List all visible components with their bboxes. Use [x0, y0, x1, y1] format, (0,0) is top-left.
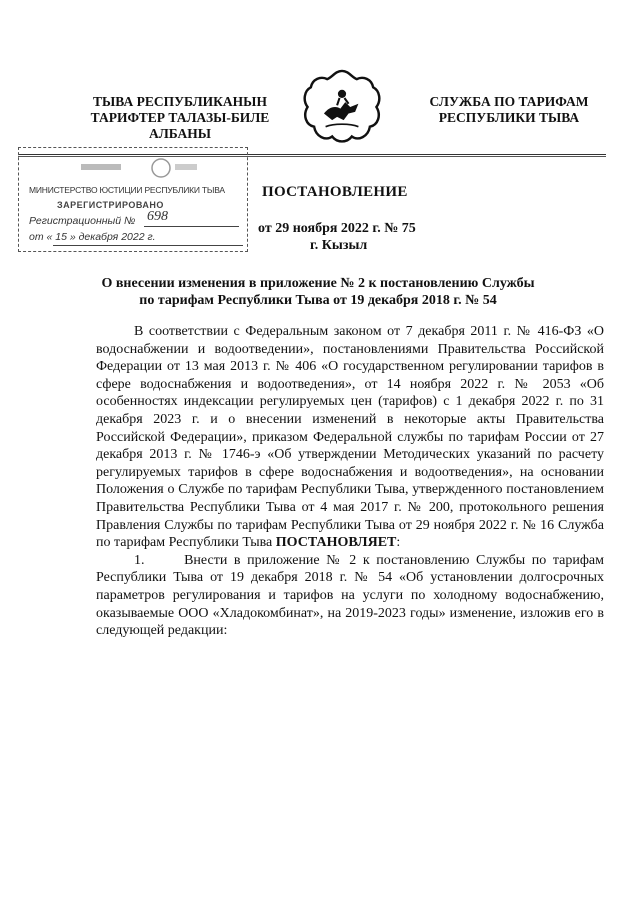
- document-type: ПОСТАНОВЛЕНИЕ: [262, 184, 408, 200]
- stamp-reg-label: Регистрационный №: [29, 215, 136, 227]
- decree-keyword: ПОСТАНОВЛЯЕТ: [275, 535, 397, 551]
- title-line-1: О внесении изменения в приложение № 2 к постановлению Службы: [101, 276, 535, 291]
- header-left-line-1: ТЫВА РЕСПУБЛИКАНЫН: [93, 94, 267, 109]
- stamp-seal-icon: [79, 156, 199, 180]
- preamble-colon: :: [396, 535, 401, 551]
- stamp-underline-1: [144, 226, 239, 227]
- header-left-line-2: ТАРИФТЕР ТАЛАЗЫ-БИЛЕ: [90, 110, 270, 125]
- item-1-number: 1.: [134, 552, 145, 568]
- item-1-paragraph: [96, 552, 604, 640]
- document-body: [96, 323, 604, 640]
- title-line-2: по тарифам Республики Тыва от 19 декабря 2018 г. № 54: [139, 293, 497, 308]
- header-left-tuvan: [70, 94, 290, 142]
- document-title: [60, 275, 576, 309]
- document-date-number: от 29 ноября 2022 г. № 75: [258, 221, 416, 236]
- header-right-line-1: СЛУЖБА ПО ТАРИФАМ: [429, 94, 589, 109]
- header-right-line-2: РЕСПУБЛИКИ ТЫВА: [438, 110, 580, 125]
- stamp-reg-number: 698: [147, 209, 168, 224]
- stamp-registered: ЗАРЕГИСТРИРОВАНО: [57, 200, 164, 210]
- document-city: г. Кызыл: [310, 238, 368, 253]
- stamp-underline-2: [53, 245, 243, 246]
- stamp-ministry: МИНИСТЕРСТВО ЮСТИЦИИ РЕСПУБЛИКИ ТЫВА: [29, 185, 225, 195]
- tuva-emblem-icon: [301, 66, 383, 148]
- preamble-text: В соответствии с Федеральным законом от 7 декабря 2011 г. № 416-ФЗ «О водоснабжении и водоотведении», постановлениями Правительства Российской Федерации от 13 мая 2013 г. № 406 «О государственном регулировании тарифов в сфере водоснабжения и водоотведения», от 14 ноября 2022 г. № 2053 «Об особенностях индексации регулируемых цен (тарифов) с 1 декабря 2022 г. по 31 декабря 2023 г. и о внесении изменений в некоторые акты Правительства Российской Федерации», приказом Федеральной службы по тарифам России от 27 декабря 2013 г. № 1746-э «Об утверждении Методических указаний по расчету регулируемых тарифов в сфере водоснабжения и водоотведения», на основании Положения о Службе по тарифам Республики Тыва, утвержденного постановлением Правительства Республики Тыва от 4 мая 2017 г. № 200, протокольного решения Правления Службы по тарифам Республики Тыва от 29 ноября 2022 г. № 16 Служба по тарифам Республики Тыва: [96, 324, 604, 551]
- registration-stamp: [18, 147, 248, 252]
- header-right-russian: [414, 94, 604, 126]
- header-left-line-3: АЛБАНЫ: [148, 126, 212, 141]
- stamp-date: от « 15 » декабря 2022 г.: [29, 231, 156, 243]
- preamble-paragraph: [96, 323, 604, 552]
- item-1-text: Внести в приложение № 2 к постановлению Службы по тарифам Республики Тыва от 19 декабря 2018 г. № 54 «Об установлении долгосрочных параметров регулирования и тарифов на услуги по холодному водоснабжению, оказываемые ООО «Хладокомбинат», на 2019-2023 годы» изменение, изложив его в следующей редакции:: [96, 552, 604, 639]
